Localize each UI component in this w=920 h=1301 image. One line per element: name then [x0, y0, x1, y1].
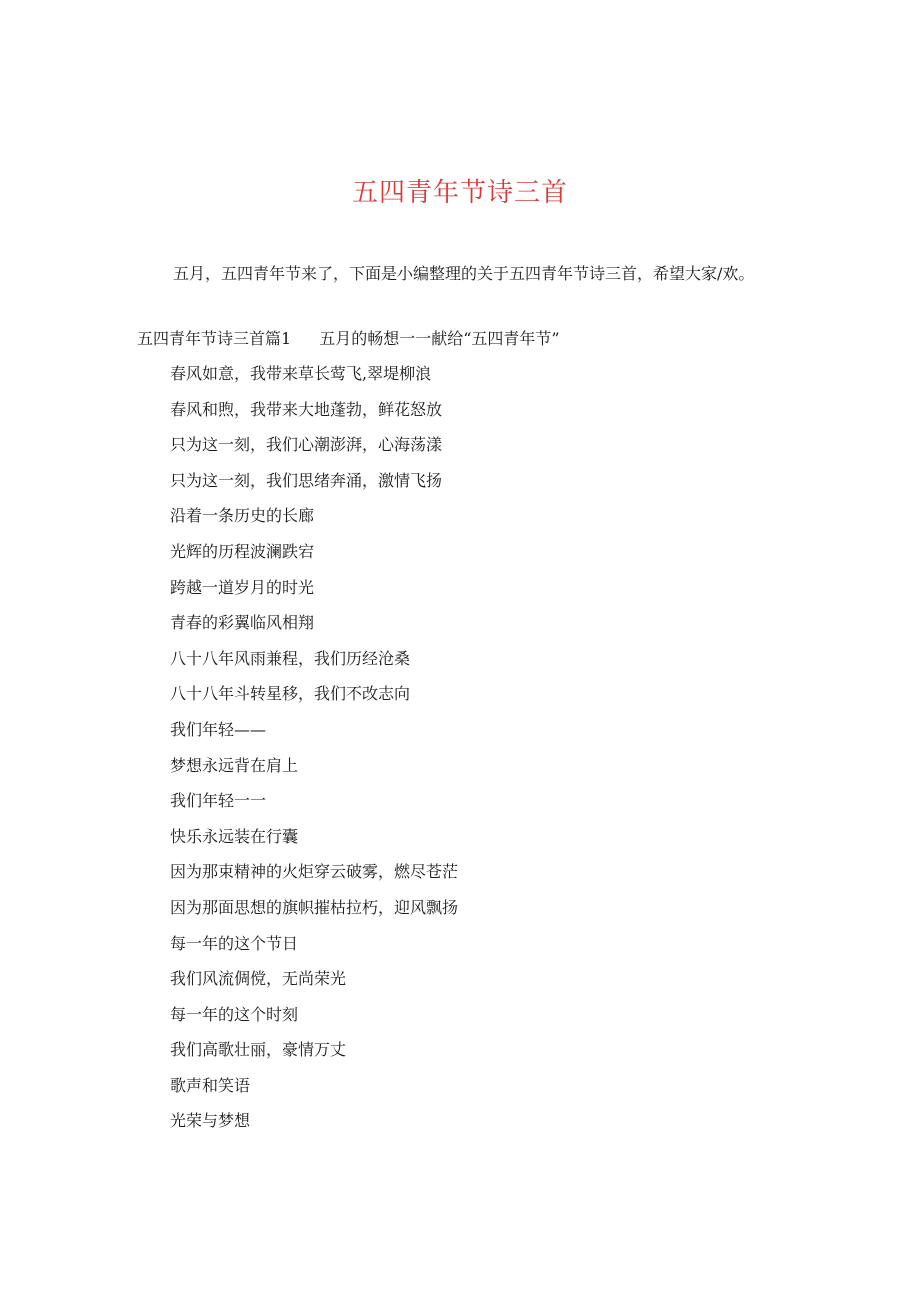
poem-line: 梦想永远背在肩上: [170, 755, 299, 775]
poem-line: 只为这一刻，我们思绪奔涌，激情飞扬: [170, 470, 443, 490]
poem-lines: [170, 362, 458, 1145]
poem-line: 沿着一条历史的长廊: [170, 506, 315, 526]
poem-line: 我们高歌壮丽，豪情万丈: [170, 1040, 347, 1060]
poem-line: 青春的彩翼临风相翔: [170, 613, 315, 633]
poem-line: 只为这一刻，我们心潮澎湃，心海荡漾: [170, 435, 443, 455]
section-heading: [137, 327, 560, 351]
section-title: 五月的畅想一一献给“五四青年节”: [319, 329, 560, 348]
poem-line: 因为那面思想的旗帜摧枯拉朽，迎风飘扬: [170, 897, 459, 917]
poem-line: 快乐永远装在行囊: [170, 826, 299, 846]
poem-line: 每一年的这个节日: [170, 933, 299, 953]
poem-line: 我们年轻一一: [170, 791, 267, 811]
poem-line: 我们风流倜傥，无尚荣光: [170, 969, 347, 989]
poem-line: 因为那束精神的火炬穿云破雾，燃尽苍茫: [170, 862, 459, 882]
poem-line: 春风和煦，我带来大地蓬勃，鲜花怒放: [170, 399, 443, 419]
poem-line: 跨越一道岁月的时光: [170, 577, 315, 597]
poem-line: 光辉的历程波澜跌宕: [170, 541, 315, 561]
poem-line: 歌声和笑语: [170, 1075, 251, 1095]
poem-line: 每一年的这个时刻: [170, 1004, 299, 1024]
document-title: 五四青年节诗三首: [351, 178, 568, 208]
poem-line: 我们年轻——: [170, 719, 267, 739]
poem-line: 光荣与梦想: [170, 1111, 251, 1131]
poem-line: 八十八年斗转星移，我们不改志向: [170, 684, 411, 704]
poem-line: 八十八年风雨兼程，我们历经沧桑: [170, 648, 411, 668]
section-label: 五四青年节诗三首篇1: [137, 329, 292, 348]
intro-paragraph: 五月，五四青年节来了，下面是小编整理的关于五四青年节诗三首，希望大家/欢。: [173, 264, 755, 283]
poem-line: 春风如意，我带来草长莺飞,翠堤柳浪: [170, 364, 432, 383]
